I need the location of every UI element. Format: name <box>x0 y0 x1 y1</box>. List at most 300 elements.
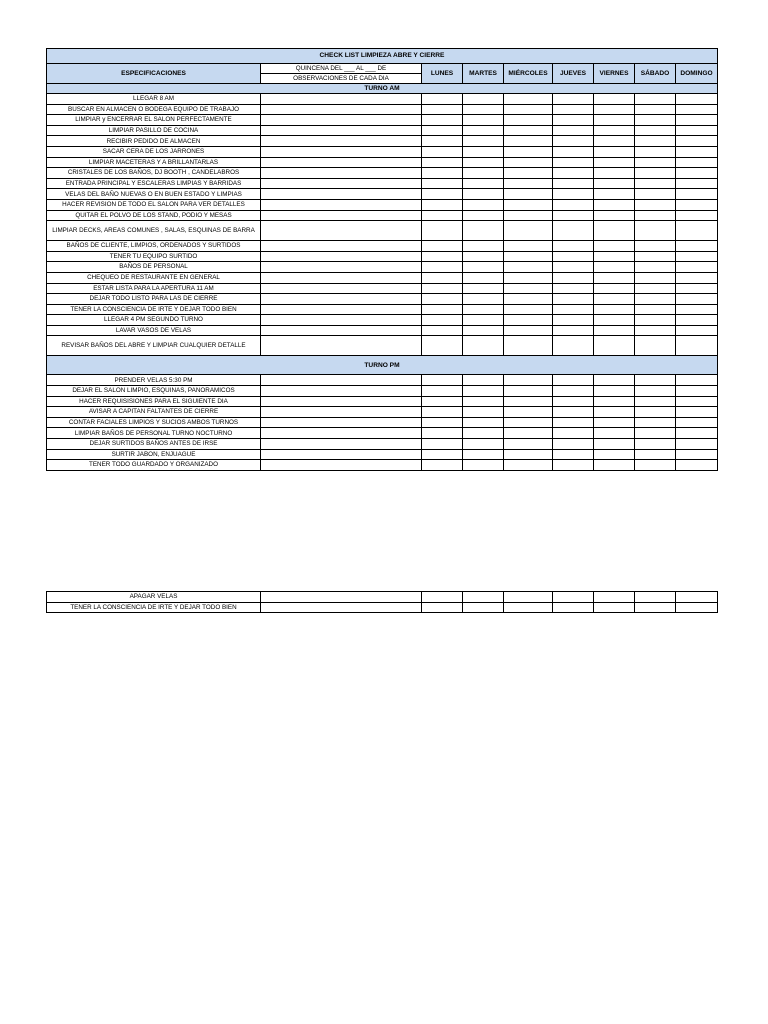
task-label: ENTRADA PRINCIPAL Y ESCALERAS LIMPIAS Y BARRIDAS <box>47 178 261 189</box>
day-check-cell[interactable] <box>553 449 594 460</box>
day-check-cell[interactable] <box>676 449 718 460</box>
day-check-cell[interactable] <box>594 336 635 356</box>
day-check-cell[interactable] <box>463 396 504 407</box>
day-check-cell[interactable] <box>504 178 553 189</box>
day-check-cell[interactable] <box>553 136 594 147</box>
day-check-cell[interactable] <box>635 417 676 428</box>
day-check-cell[interactable] <box>635 125 676 136</box>
day-check-cell[interactable] <box>463 251 504 262</box>
day-check-cell[interactable] <box>594 189 635 200</box>
day-check-cell[interactable] <box>553 304 594 315</box>
day-check-cell[interactable] <box>676 375 718 386</box>
day-check-cell[interactable] <box>676 157 718 168</box>
day-check-cell[interactable] <box>553 439 594 450</box>
day-check-cell[interactable] <box>463 136 504 147</box>
day-check-cell[interactable] <box>422 602 463 613</box>
day-check-cell[interactable] <box>553 199 594 210</box>
day-check-cell[interactable] <box>676 168 718 179</box>
day-check-cell[interactable] <box>553 294 594 305</box>
day-check-cell[interactable] <box>553 325 594 336</box>
day-check-cell[interactable] <box>635 157 676 168</box>
day-check-cell[interactable] <box>635 221 676 241</box>
day-check-cell[interactable] <box>422 460 463 471</box>
day-check-cell[interactable] <box>676 178 718 189</box>
day-check-cell[interactable] <box>422 136 463 147</box>
observation-cell[interactable] <box>261 262 422 273</box>
day-check-cell[interactable] <box>504 210 553 221</box>
day-check-cell[interactable] <box>594 439 635 450</box>
day-check-cell[interactable] <box>594 449 635 460</box>
day-check-cell[interactable] <box>553 189 594 200</box>
day-check-cell[interactable] <box>422 592 463 603</box>
observation-cell[interactable] <box>261 272 422 283</box>
observation-cell[interactable] <box>261 325 422 336</box>
task-label: LIMPIAR MACETERAS Y A BRILLANTARLAS <box>47 157 261 168</box>
day-check-cell[interactable] <box>422 449 463 460</box>
day-check-cell[interactable] <box>422 325 463 336</box>
observation-cell[interactable] <box>261 283 422 294</box>
closing-table <box>46 591 718 613</box>
observation-cell[interactable] <box>261 189 422 200</box>
day-check-cell[interactable] <box>594 251 635 262</box>
day-check-cell[interactable] <box>553 210 594 221</box>
day-check-cell[interactable] <box>504 592 553 603</box>
day-check-cell[interactable] <box>463 189 504 200</box>
day-check-cell[interactable] <box>676 115 718 126</box>
day-check-cell[interactable] <box>463 407 504 418</box>
day-check-cell[interactable] <box>635 325 676 336</box>
day-check-cell[interactable] <box>635 407 676 418</box>
day-check-cell[interactable] <box>676 315 718 326</box>
observation-cell[interactable] <box>261 449 422 460</box>
day-check-cell[interactable] <box>553 146 594 157</box>
spec-header: ESPECIFICACIONES <box>47 64 261 84</box>
day-check-cell[interactable] <box>594 272 635 283</box>
day-check-cell[interactable] <box>463 602 504 613</box>
observation-cell[interactable] <box>261 460 422 471</box>
day-check-cell[interactable] <box>553 262 594 273</box>
day-header: JUEVES <box>553 64 594 84</box>
day-check-cell[interactable] <box>676 146 718 157</box>
day-check-cell[interactable] <box>422 115 463 126</box>
day-check-cell[interactable] <box>422 221 463 241</box>
day-check-cell[interactable] <box>676 262 718 273</box>
day-check-cell[interactable] <box>635 315 676 326</box>
day-check-cell[interactable] <box>676 199 718 210</box>
observation-cell[interactable] <box>261 199 422 210</box>
day-check-cell[interactable] <box>463 94 504 105</box>
day-check-cell[interactable] <box>504 251 553 262</box>
day-check-cell[interactable] <box>422 428 463 439</box>
observation-cell[interactable] <box>261 375 422 386</box>
day-check-cell[interactable] <box>553 283 594 294</box>
day-check-cell[interactable] <box>594 125 635 136</box>
task-row <box>47 157 718 168</box>
day-check-cell[interactable] <box>635 449 676 460</box>
observation-cell[interactable] <box>261 407 422 418</box>
day-check-cell[interactable] <box>553 428 594 439</box>
day-check-cell[interactable] <box>504 146 553 157</box>
day-check-cell[interactable] <box>594 168 635 179</box>
day-check-cell[interactable] <box>504 115 553 126</box>
day-check-cell[interactable] <box>504 168 553 179</box>
day-check-cell[interactable] <box>463 336 504 356</box>
day-check-cell[interactable] <box>422 336 463 356</box>
day-check-cell[interactable] <box>594 325 635 336</box>
task-row <box>47 592 718 603</box>
day-check-cell[interactable] <box>676 417 718 428</box>
day-check-cell[interactable] <box>463 221 504 241</box>
day-check-cell[interactable] <box>635 602 676 613</box>
day-check-cell[interactable] <box>504 94 553 105</box>
day-check-cell[interactable] <box>594 417 635 428</box>
day-check-cell[interactable] <box>594 104 635 115</box>
day-check-cell[interactable] <box>676 283 718 294</box>
observation-cell[interactable] <box>261 315 422 326</box>
day-check-cell[interactable] <box>553 315 594 326</box>
day-check-cell[interactable] <box>463 241 504 252</box>
day-check-cell[interactable] <box>504 136 553 147</box>
task-row <box>47 602 718 613</box>
task-label: DEJAR EL SALON LIMPIO, ESQUINAS, PANORAMICOS <box>47 386 261 397</box>
task-row <box>47 104 718 115</box>
day-check-cell[interactable] <box>594 386 635 397</box>
observation-cell[interactable] <box>261 592 422 603</box>
day-check-cell[interactable] <box>463 592 504 603</box>
day-check-cell[interactable] <box>463 460 504 471</box>
day-check-cell[interactable] <box>635 146 676 157</box>
day-check-cell[interactable] <box>594 396 635 407</box>
day-check-cell[interactable] <box>553 157 594 168</box>
day-check-cell[interactable] <box>422 294 463 305</box>
day-check-cell[interactable] <box>422 283 463 294</box>
observation-cell[interactable] <box>261 396 422 407</box>
day-check-cell[interactable] <box>635 178 676 189</box>
task-row <box>47 375 718 386</box>
day-check-cell[interactable] <box>422 199 463 210</box>
day-check-cell[interactable] <box>635 189 676 200</box>
day-check-cell[interactable] <box>553 336 594 356</box>
day-check-cell[interactable] <box>422 94 463 105</box>
day-check-cell[interactable] <box>422 251 463 262</box>
day-check-cell[interactable] <box>635 294 676 305</box>
observation-cell[interactable] <box>261 210 422 221</box>
day-check-cell[interactable] <box>422 396 463 407</box>
day-check-cell[interactable] <box>422 386 463 397</box>
day-check-cell[interactable] <box>635 272 676 283</box>
task-row <box>47 262 718 273</box>
day-check-cell[interactable] <box>594 178 635 189</box>
day-check-cell[interactable] <box>463 115 504 126</box>
day-check-cell[interactable] <box>553 386 594 397</box>
day-check-cell[interactable] <box>594 241 635 252</box>
day-check-cell[interactable] <box>676 602 718 613</box>
day-check-cell[interactable] <box>635 439 676 450</box>
day-check-cell[interactable] <box>463 262 504 273</box>
day-check-cell[interactable] <box>676 104 718 115</box>
day-check-cell[interactable] <box>422 157 463 168</box>
day-check-cell[interactable] <box>463 199 504 210</box>
day-check-cell[interactable] <box>676 136 718 147</box>
day-header: VIERNES <box>594 64 635 84</box>
day-check-cell[interactable] <box>422 189 463 200</box>
day-check-cell[interactable] <box>553 168 594 179</box>
day-check-cell[interactable] <box>463 104 504 115</box>
day-check-cell[interactable] <box>504 221 553 241</box>
observation-cell[interactable] <box>261 157 422 168</box>
day-check-cell[interactable] <box>422 241 463 252</box>
day-check-cell[interactable] <box>553 592 594 603</box>
day-check-cell[interactable] <box>463 157 504 168</box>
day-check-cell[interactable] <box>553 407 594 418</box>
day-check-cell[interactable] <box>594 294 635 305</box>
day-check-cell[interactable] <box>463 428 504 439</box>
day-check-cell[interactable] <box>553 396 594 407</box>
day-check-cell[interactable] <box>463 304 504 315</box>
day-check-cell[interactable] <box>676 294 718 305</box>
day-check-cell[interactable] <box>504 386 553 397</box>
day-check-cell[interactable] <box>594 136 635 147</box>
day-check-cell[interactable] <box>676 94 718 105</box>
day-check-cell[interactable] <box>422 304 463 315</box>
day-check-cell[interactable] <box>635 428 676 439</box>
day-check-cell[interactable] <box>635 168 676 179</box>
day-check-cell[interactable] <box>594 199 635 210</box>
task-row <box>47 315 718 326</box>
day-check-cell[interactable] <box>635 104 676 115</box>
day-check-cell[interactable] <box>463 125 504 136</box>
day-check-cell[interactable] <box>594 407 635 418</box>
observation-cell[interactable] <box>261 241 422 252</box>
day-check-cell[interactable] <box>504 407 553 418</box>
day-check-cell[interactable] <box>594 304 635 315</box>
day-check-cell[interactable] <box>635 262 676 273</box>
day-check-cell[interactable] <box>463 386 504 397</box>
observation-cell[interactable] <box>261 386 422 397</box>
day-check-cell[interactable] <box>422 262 463 273</box>
observation-cell[interactable] <box>261 125 422 136</box>
observation-cell[interactable] <box>261 304 422 315</box>
day-check-cell[interactable] <box>504 602 553 613</box>
day-check-cell[interactable] <box>635 460 676 471</box>
day-check-cell[interactable] <box>463 449 504 460</box>
day-check-cell[interactable] <box>676 460 718 471</box>
observation-cell[interactable] <box>261 221 422 241</box>
day-check-cell[interactable] <box>594 146 635 157</box>
observation-cell[interactable] <box>261 136 422 147</box>
day-check-cell[interactable] <box>463 272 504 283</box>
day-check-cell[interactable] <box>676 210 718 221</box>
day-check-cell[interactable] <box>504 283 553 294</box>
day-check-cell[interactable] <box>422 417 463 428</box>
day-check-cell[interactable] <box>594 262 635 273</box>
day-check-cell[interactable] <box>594 592 635 603</box>
task-label: HACER REVISION DE TODO EL SALON PARA VER DETALLES <box>47 199 261 210</box>
day-check-cell[interactable] <box>635 199 676 210</box>
day-check-cell[interactable] <box>504 325 553 336</box>
day-check-cell[interactable] <box>635 136 676 147</box>
day-check-cell[interactable] <box>504 460 553 471</box>
day-check-cell[interactable] <box>635 251 676 262</box>
day-check-cell[interactable] <box>676 396 718 407</box>
day-check-cell[interactable] <box>422 178 463 189</box>
day-check-cell[interactable] <box>463 283 504 294</box>
observation-cell[interactable] <box>261 178 422 189</box>
day-check-cell[interactable] <box>635 283 676 294</box>
day-check-cell[interactable] <box>594 375 635 386</box>
day-check-cell[interactable] <box>504 241 553 252</box>
observation-cell[interactable] <box>261 294 422 305</box>
day-check-cell[interactable] <box>635 241 676 252</box>
day-check-cell[interactable] <box>553 241 594 252</box>
day-check-cell[interactable] <box>463 325 504 336</box>
observation-cell[interactable] <box>261 104 422 115</box>
observation-cell[interactable] <box>261 439 422 450</box>
day-check-cell[interactable] <box>676 241 718 252</box>
day-check-cell[interactable] <box>504 189 553 200</box>
observation-cell[interactable] <box>261 168 422 179</box>
day-check-cell[interactable] <box>635 386 676 397</box>
day-check-cell[interactable] <box>504 104 553 115</box>
day-check-cell[interactable] <box>676 272 718 283</box>
day-check-cell[interactable] <box>553 272 594 283</box>
day-check-cell[interactable] <box>504 449 553 460</box>
observation-cell[interactable] <box>261 251 422 262</box>
day-check-cell[interactable] <box>504 417 553 428</box>
day-check-cell[interactable] <box>504 199 553 210</box>
day-check-cell[interactable] <box>676 221 718 241</box>
day-check-cell[interactable] <box>504 304 553 315</box>
day-header: LUNES <box>422 64 463 84</box>
day-check-cell[interactable] <box>594 283 635 294</box>
day-check-cell[interactable] <box>422 168 463 179</box>
checklist-table <box>46 48 718 471</box>
day-check-cell[interactable] <box>676 386 718 397</box>
day-check-cell[interactable] <box>635 336 676 356</box>
day-check-cell[interactable] <box>553 221 594 241</box>
day-check-cell[interactable] <box>594 115 635 126</box>
day-check-cell[interactable] <box>594 460 635 471</box>
day-check-cell[interactable] <box>553 115 594 126</box>
day-check-cell[interactable] <box>594 210 635 221</box>
day-check-cell[interactable] <box>553 417 594 428</box>
day-check-cell[interactable] <box>422 315 463 326</box>
day-check-cell[interactable] <box>504 336 553 356</box>
observation-cell[interactable] <box>261 602 422 613</box>
day-check-cell[interactable] <box>594 94 635 105</box>
day-check-cell[interactable] <box>635 592 676 603</box>
day-check-cell[interactable] <box>463 210 504 221</box>
day-check-cell[interactable] <box>504 439 553 450</box>
day-check-cell[interactable] <box>504 262 553 273</box>
day-check-cell[interactable] <box>463 375 504 386</box>
day-check-cell[interactable] <box>676 325 718 336</box>
day-check-cell[interactable] <box>422 272 463 283</box>
day-check-cell[interactable] <box>635 396 676 407</box>
day-check-cell[interactable] <box>635 375 676 386</box>
day-check-cell[interactable] <box>676 125 718 136</box>
task-row <box>47 199 718 210</box>
day-check-cell[interactable] <box>504 428 553 439</box>
task-row <box>47 168 718 179</box>
task-row <box>47 294 718 305</box>
day-check-cell[interactable] <box>676 439 718 450</box>
observation-cell[interactable] <box>261 336 422 356</box>
observation-cell[interactable] <box>261 417 422 428</box>
day-check-cell[interactable] <box>676 407 718 418</box>
day-check-cell[interactable] <box>504 396 553 407</box>
observation-cell[interactable] <box>261 146 422 157</box>
day-check-cell[interactable] <box>463 168 504 179</box>
observation-cell[interactable] <box>261 428 422 439</box>
day-check-cell[interactable] <box>553 251 594 262</box>
observation-cell[interactable] <box>261 115 422 126</box>
day-check-cell[interactable] <box>553 178 594 189</box>
day-check-cell[interactable] <box>422 146 463 157</box>
day-check-cell[interactable] <box>553 125 594 136</box>
day-check-cell[interactable] <box>463 178 504 189</box>
day-check-cell[interactable] <box>635 304 676 315</box>
task-label: DEJAR TODO LISTO PARA LAS DE CIERRE <box>47 294 261 305</box>
day-check-cell[interactable] <box>676 336 718 356</box>
observations-label: OBSERVACIONES DE CADA DIA <box>261 74 422 84</box>
day-check-cell[interactable] <box>635 210 676 221</box>
day-check-cell[interactable] <box>594 157 635 168</box>
day-check-cell[interactable] <box>635 94 676 105</box>
day-check-cell[interactable] <box>463 146 504 157</box>
day-check-cell[interactable] <box>676 304 718 315</box>
day-check-cell[interactable] <box>504 125 553 136</box>
task-label: LLEGAR 4 PM SEGUNDO TURNO <box>47 315 261 326</box>
day-check-cell[interactable] <box>676 428 718 439</box>
task-label: PRENDER VELAS 5:30 PM <box>47 375 261 386</box>
day-check-cell[interactable] <box>594 428 635 439</box>
day-check-cell[interactable] <box>422 407 463 418</box>
day-check-cell[interactable] <box>676 189 718 200</box>
day-check-cell[interactable] <box>504 375 553 386</box>
day-header: SÁBADO <box>635 64 676 84</box>
day-check-cell[interactable] <box>422 375 463 386</box>
day-check-cell[interactable] <box>422 125 463 136</box>
day-check-cell[interactable] <box>594 221 635 241</box>
day-check-cell[interactable] <box>635 115 676 126</box>
day-check-cell[interactable] <box>504 157 553 168</box>
day-check-cell[interactable] <box>676 592 718 603</box>
day-check-cell[interactable] <box>553 602 594 613</box>
day-check-cell[interactable] <box>553 460 594 471</box>
day-check-cell[interactable] <box>553 94 594 105</box>
day-check-cell[interactable] <box>504 294 553 305</box>
day-check-cell[interactable] <box>594 315 635 326</box>
day-check-cell[interactable] <box>463 315 504 326</box>
day-check-cell[interactable] <box>463 294 504 305</box>
day-check-cell[interactable] <box>463 417 504 428</box>
day-check-cell[interactable] <box>422 210 463 221</box>
day-check-cell[interactable] <box>422 439 463 450</box>
task-label: SURTIR JABON, ENJUAGUE <box>47 449 261 460</box>
day-check-cell[interactable] <box>422 104 463 115</box>
task-row <box>47 146 718 157</box>
observation-cell[interactable] <box>261 94 422 105</box>
task-row <box>47 272 718 283</box>
day-check-cell[interactable] <box>594 602 635 613</box>
day-check-cell[interactable] <box>676 251 718 262</box>
day-check-cell[interactable] <box>553 104 594 115</box>
day-check-cell[interactable] <box>553 375 594 386</box>
day-check-cell[interactable] <box>504 272 553 283</box>
day-check-cell[interactable] <box>504 315 553 326</box>
day-check-cell[interactable] <box>463 439 504 450</box>
